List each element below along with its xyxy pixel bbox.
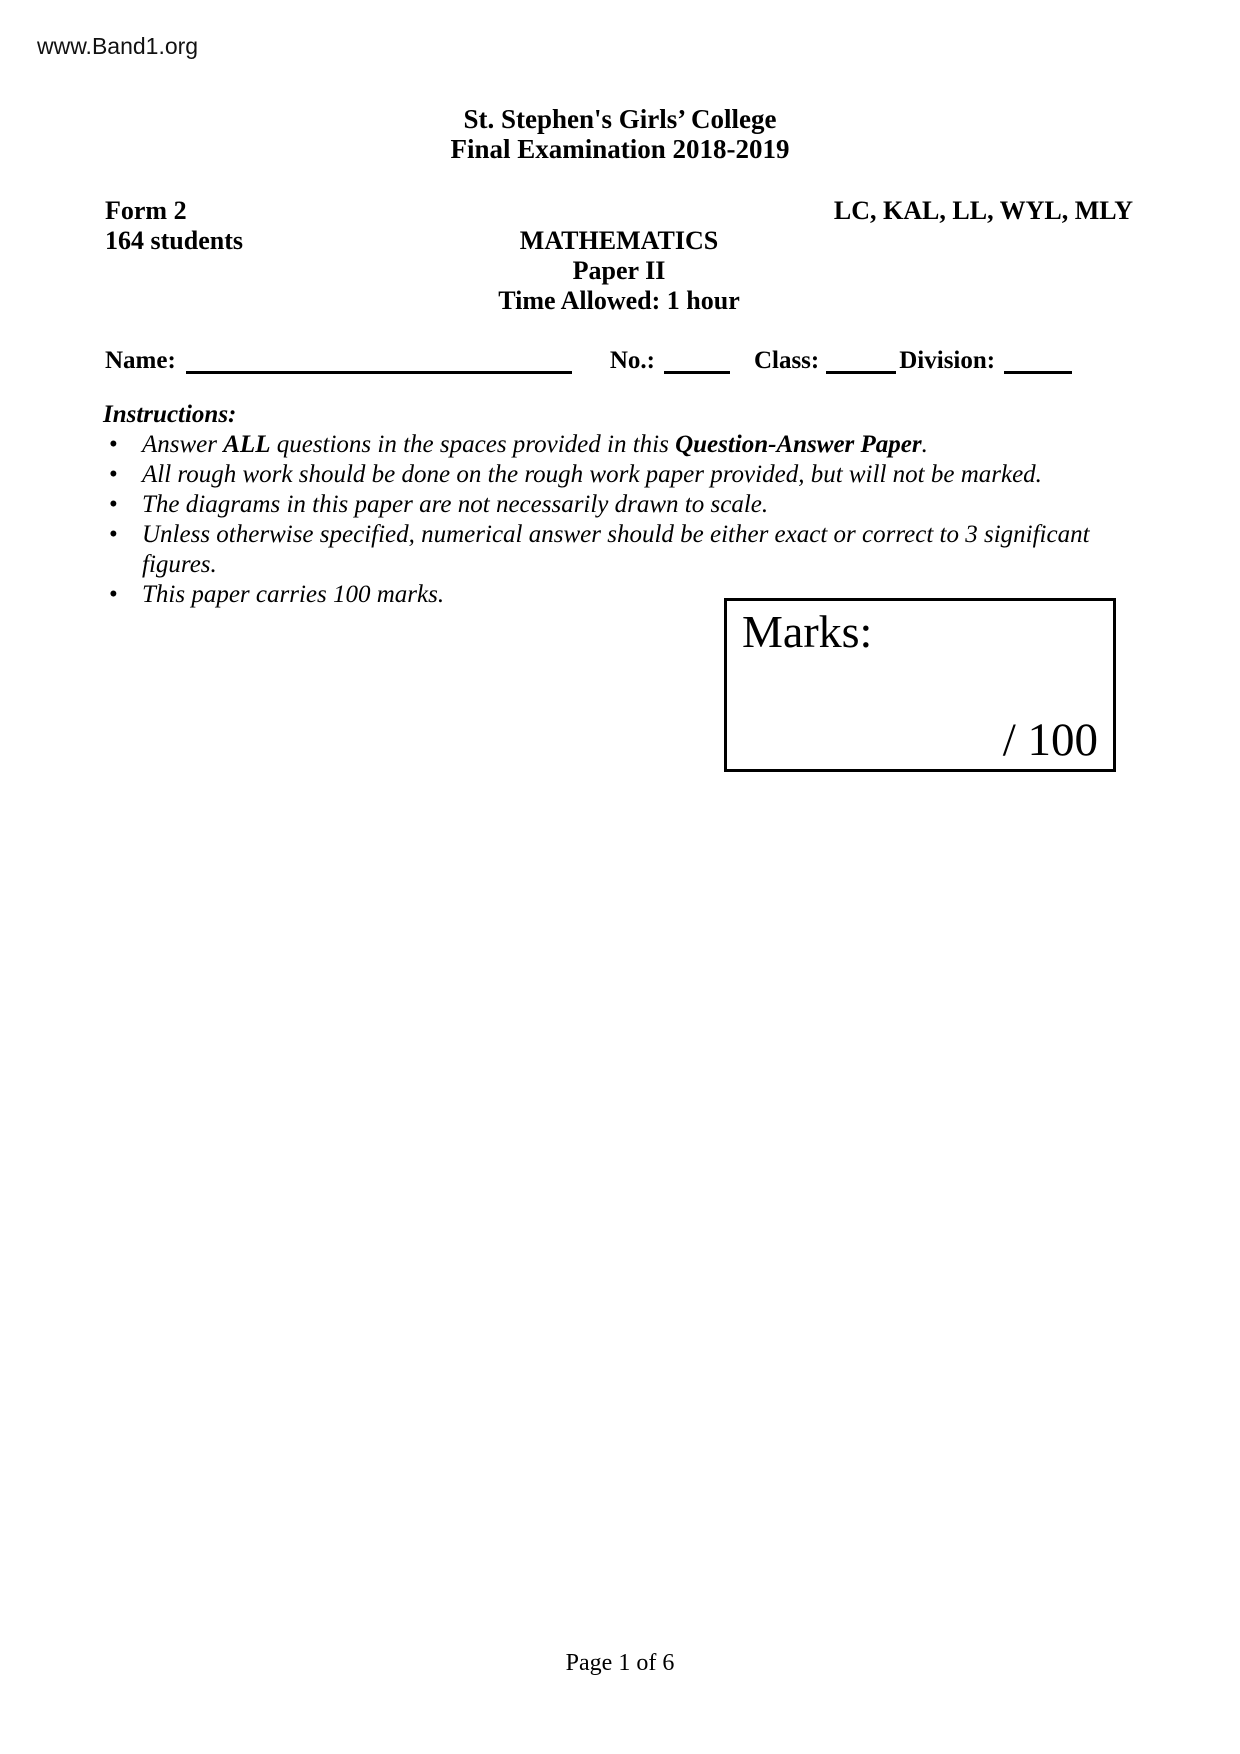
name-blank-line xyxy=(186,347,572,374)
subject-block xyxy=(105,226,1133,316)
instruction-item: • This paper carries 100 marks. xyxy=(103,580,1113,610)
number-blank-line xyxy=(664,347,730,374)
division-blank-line xyxy=(1004,347,1072,374)
exam-info-section xyxy=(105,196,1133,326)
student-details-row xyxy=(105,347,1072,375)
student-count: 164 students xyxy=(105,226,243,255)
marks-total: / 100 xyxy=(1002,714,1098,766)
instruction-item: • The diagrams in this paper are not necessarily drawn to scale. xyxy=(103,490,1113,520)
instruction-item: • All rough work should be done on the rough work paper provided, but will not be marked. xyxy=(103,460,1113,490)
form-level: Form 2 xyxy=(105,196,187,225)
class-blank-line xyxy=(826,347,896,374)
instructions-section xyxy=(103,400,1113,610)
watermark-url: www.Band1.org xyxy=(37,33,199,59)
instruction-item: • Unless otherwise specified, numerical answer should be either exact or correct to 3 significant figures. xyxy=(103,520,1113,580)
exam-title: Final Examination 2018-2019 xyxy=(450,134,790,164)
instructions-list xyxy=(103,430,1113,610)
page-number: Page 1 of 6 xyxy=(565,1650,675,1676)
division-label: Division: xyxy=(899,347,996,374)
marks-box xyxy=(724,598,1116,772)
paper-number: Paper II xyxy=(572,256,666,285)
title-block xyxy=(0,104,1240,164)
number-label: No.: xyxy=(609,347,655,374)
name-label: Name: xyxy=(105,347,176,374)
marks-label: Marks: xyxy=(742,606,873,657)
time-allowed: Time Allowed: 1 hour xyxy=(498,286,740,315)
school-name: St. Stephen's Girls’ College xyxy=(463,104,777,134)
instructions-heading: Instructions: xyxy=(103,401,237,428)
class-label: Class: xyxy=(753,347,820,374)
subject-name: MATHEMATICS xyxy=(519,226,719,255)
class-codes: LC, KAL, LL, WYL, MLY xyxy=(833,196,1133,225)
instruction-item: • Answer ALL questions in the spaces provided in this Question-Answer Paper. xyxy=(103,430,1113,460)
